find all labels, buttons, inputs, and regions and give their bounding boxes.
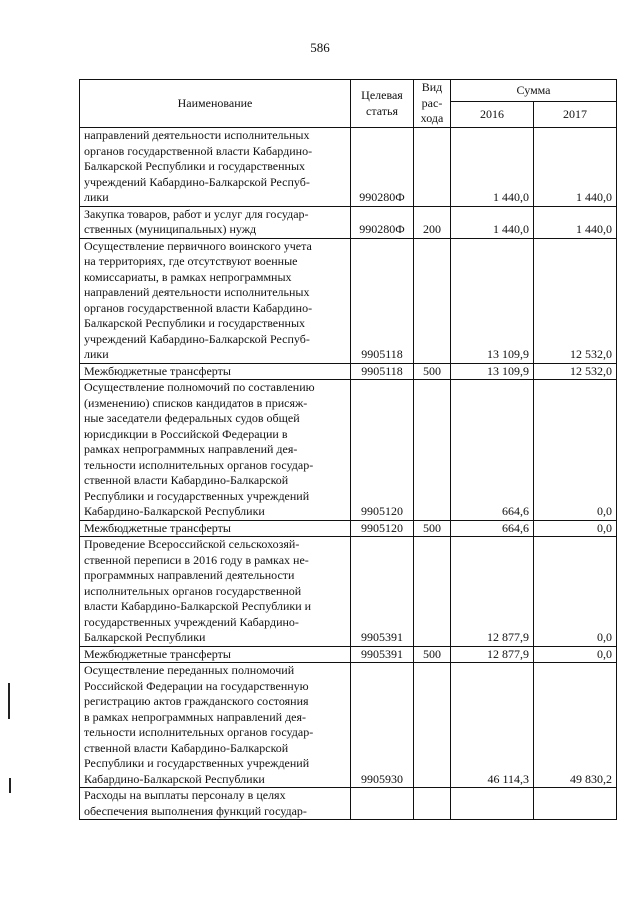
row-sum-2016: 12 877,9 [451,537,534,647]
table-row [80,520,617,537]
row-name [80,128,351,207]
table-row [80,380,617,521]
row-name-line: регистрацию актов гражданского состояния [84,694,309,708]
row-sum-2016: 664,6 [451,520,534,537]
row-name-line: власти Кабардино-Балкарской Республики и [84,599,312,613]
row-name-line: органов государственной власти Кабардино- [84,300,313,315]
row-target-code: 9905118 [351,238,414,363]
row-name-line: (изменению) списков кандидатов в присяж- [84,395,308,410]
row-name-line: Расходы на выплаты персоналу в целях [84,788,286,802]
row-name-line: лики [84,190,109,204]
row-target-code: 9905391 [351,646,414,663]
budget-table [79,79,617,820]
row-sum-2017: 49 830,2 [534,663,617,788]
page-number: 586 [310,40,330,55]
row-sum-2017: 0,0 [534,520,617,537]
row-name-line: в рамках непрограммных направлений дея- [84,709,307,724]
row-name-line: направлений деятельности исполнительных [84,128,310,142]
row-sum-2017: 0,0 [534,646,617,663]
row-sum-2016: 13 109,9 [451,363,534,380]
header-type: Вид рас- хода [414,80,451,128]
left-edge-mark [8,683,10,719]
left-edge-mark [9,778,11,793]
table-row [80,363,617,380]
row-target-code: 9905391 [351,537,414,647]
row-name-line: обеспечения выполнения функций государ- [84,803,307,818]
header-year-2017: 2017 [534,102,617,128]
table-row [80,128,617,207]
row-name-line: Балкарской Республики и государственных [84,159,306,173]
table-row [80,646,617,663]
row-name-line: исполнительных органов государственной [84,583,302,598]
row-name-line: комиссариаты, в рамках непрограммных [84,269,292,284]
row-sum-2017: 12 532,0 [534,238,617,363]
row-sum-2017: 0,0 [534,380,617,521]
row-name [80,537,351,647]
table-row [80,537,617,647]
row-name-line: ственной переписи в 2016 году в рамках не- [84,552,309,567]
row-sum-2016: 1 440,0 [451,206,534,238]
row-target-code: 9905120 [351,380,414,521]
row-name-line: Осуществление полномочий по составлению [84,380,315,394]
header-target: Целевая статья [351,80,414,128]
row-name-line: Проведение Всероссийской сельскохозяй- [84,537,300,551]
row-expense-type [414,238,451,363]
row-sum-2017: 12 532,0 [534,363,617,380]
row-sum-2016: 12 877,9 [451,646,534,663]
row-name-line: тельности исполнительных органов государ- [84,457,314,472]
row-expense-type [414,663,451,788]
row-sum-2017: 1 440,0 [534,206,617,238]
row-name-line: Балкарской Республики [84,630,206,644]
row-name-line: учреждений Кабардино-Балкарской Респуб- [84,174,310,189]
row-name-line: государственных учреждений Кабардино- [84,614,299,629]
row-sum-2017: 1 440,0 [534,128,617,207]
header-name: Наименование [80,80,351,128]
row-name-line: Кабардино-Балкарской Республики [84,771,265,786]
row-name-line: Закупка товаров, работ и услуг для государ- [84,206,309,221]
row-name [80,520,351,537]
row-name-line: рамках непрограммных направлений дея- [84,442,298,456]
row-name-line: органов государственной власти Кабардино- [84,143,313,158]
row-sum-2017: 0,0 [534,537,617,647]
row-expense-type: 200 [414,206,451,238]
row-expense-type: 500 [414,520,451,537]
row-name-line: учреждений Кабардино-Балкарской Респуб- [84,331,310,346]
row-name-line: ственных (муниципальных) нужд [84,222,257,236]
row-name [80,646,351,663]
row-name-line: Межбюджетные трансферты [84,646,231,661]
row-sum-2017 [534,788,617,820]
row-sum-2016: 13 109,9 [451,238,534,363]
row-name-line: лики [84,347,109,361]
table-row [80,788,617,820]
row-name-line: Кабардино-Балкарской Республики [84,504,265,518]
row-expense-type [414,128,451,207]
row-name [80,663,351,788]
row-name-line: Межбюджетные трансферты [84,363,231,378]
row-name [80,380,351,521]
row-name-line: направлений деятельности исполнительных [84,285,310,299]
row-sum-2016: 1 440,0 [451,128,534,207]
row-target-code: 9905120 [351,520,414,537]
table-row [80,663,617,788]
row-name-line: тельности исполнительных органов государ- [84,725,314,739]
row-name-line: Республики и государственных учреждений [84,488,310,503]
row-target-code [351,788,414,820]
row-name [80,788,351,820]
row-name-line: на территориях, где отсутствуют военные [84,254,298,268]
row-name-line: ственной власти Кабардино-Балкарской [84,473,289,487]
table-row [80,238,617,363]
row-name-line: Балкарской Республики и государственных [84,316,306,330]
row-name-line: ственной власти Кабардино-Балкарской [84,740,289,755]
row-name-line: Межбюджетные трансферты [84,520,231,535]
header-sum: Сумма [451,80,617,102]
row-sum-2016: 46 114,3 [451,663,534,788]
row-expense-type [414,380,451,521]
row-sum-2016 [451,788,534,820]
row-name-line: Осуществление первичного воинского учета [84,238,312,253]
header-year-2016: 2016 [451,102,534,128]
row-sum-2016: 664,6 [451,380,534,521]
row-target-code: 990280Ф [351,128,414,207]
row-expense-type: 500 [414,646,451,663]
row-name-line: ные заседатели федеральных судов общей [84,411,300,425]
row-expense-type: 500 [414,363,451,380]
row-name [80,206,351,238]
row-name [80,238,351,363]
row-name-line: Осуществление переданных полномочий [84,663,295,677]
row-name [80,363,351,380]
table-row [80,206,617,238]
row-expense-type [414,537,451,647]
row-name-line: Республики и государственных учреждений [84,756,310,770]
row-target-code: 990280Ф [351,206,414,238]
row-target-code: 9905118 [351,363,414,380]
row-name-line: программных направлений деятельности [84,568,295,582]
row-expense-type [414,788,451,820]
row-target-code: 9905930 [351,663,414,788]
row-name-line: юрисдикции в Российской Федерации в [84,426,288,441]
row-name-line: Российской Федерации на государственную [84,678,309,693]
